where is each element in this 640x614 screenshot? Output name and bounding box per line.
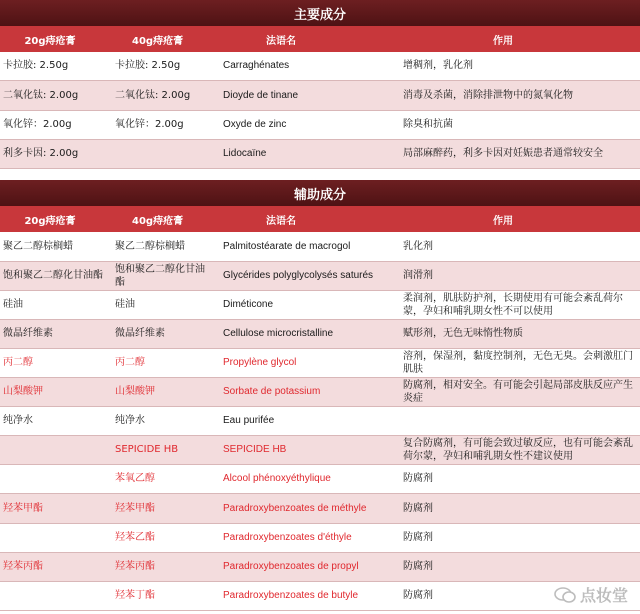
cell-40g: 羟苯丁酯 xyxy=(107,581,215,610)
cell-40g: 饱和聚乙二醇化甘油酯 xyxy=(107,261,215,290)
cell-function: 防腐剂 xyxy=(397,464,640,493)
table-header-main xyxy=(0,26,640,52)
cell-20g: 卡拉胶: 2.50g xyxy=(0,52,107,80)
cell-function: 润滑剂 xyxy=(397,261,640,290)
cell-french-name: Eau purifée xyxy=(215,406,397,435)
table-row xyxy=(0,290,640,319)
header-function: 作用 xyxy=(493,215,513,227)
table-row xyxy=(0,493,640,523)
cell-40g: SEPICIDE HB xyxy=(107,435,215,464)
cell-40g: 聚乙二醇棕榈蜡 xyxy=(107,232,215,261)
cell-40g: 微晶纤维素 xyxy=(107,319,215,348)
cell-40g: 丙二醇 xyxy=(107,348,215,377)
cell-french-name: Propylène glycol xyxy=(215,348,397,377)
header-function: 作用 xyxy=(493,35,513,47)
main-ingredients-section xyxy=(0,0,640,169)
cell-20g: 二氧化钛: 2.00g xyxy=(0,80,107,110)
main-ingredients-table xyxy=(0,52,640,169)
header-20g: 20g痔疮膏 xyxy=(24,215,76,227)
table-row xyxy=(0,139,640,168)
table-row xyxy=(0,261,640,290)
cell-40g: 氧化锌：2.00g xyxy=(107,110,215,139)
cell-40g xyxy=(107,139,215,168)
header-french-name: 法语名 xyxy=(266,35,296,47)
cell-40g: 硅油 xyxy=(107,290,215,319)
table-row xyxy=(0,319,640,348)
table-row xyxy=(0,464,640,493)
cell-function: 防腐剂 xyxy=(397,523,640,552)
cell-function: 局部麻醉药，利多卡因对妊娠患者通常较安全 xyxy=(397,139,640,168)
table-row xyxy=(0,523,640,552)
cell-20g xyxy=(0,523,107,552)
cell-function: 柔润剂，肌肤防护剂，长期使用有可能会紊乱荷尔蒙，孕妇和哺乳期女性不可以使用 xyxy=(397,290,640,319)
cell-20g: 羟苯甲酯 xyxy=(0,493,107,523)
watermark-text: 点妆堂 xyxy=(579,586,628,605)
cell-french-name: Carraghénates xyxy=(215,52,397,80)
cell-20g: 丙二醇 xyxy=(0,348,107,377)
cell-french-name: Alcool phénoxyéthylique xyxy=(215,464,397,493)
cell-20g: 山梨酸钾 xyxy=(0,377,107,406)
cell-20g xyxy=(0,435,107,464)
table-row xyxy=(0,377,640,406)
cell-function: 溶剂，保湿剂，黏度控制剂，无色无臭。会刺激肛门肌肤 xyxy=(397,348,640,377)
cell-french-name: Cellulose microcristalline xyxy=(215,319,397,348)
chat-bubble-icon xyxy=(554,587,576,603)
cell-20g: 微晶纤维素 xyxy=(0,319,107,348)
section-title-aux: 辅助成分 xyxy=(0,180,640,206)
aux-ingredients-table xyxy=(0,232,640,611)
cell-20g: 聚乙二醇棕榈蜡 xyxy=(0,232,107,261)
cell-function: 复合防腐剂，有可能会致过敏反应，也有可能会紊乱荷尔蒙，孕妇和哺乳期女性不建议使用 xyxy=(397,435,640,464)
cell-40g: 纯净水 xyxy=(107,406,215,435)
cell-french-name: Oxyde de zinc xyxy=(215,110,397,139)
cell-function xyxy=(397,406,640,435)
header-40g: 40g痔疮膏 xyxy=(132,215,184,227)
cell-40g: 山梨酸钾 xyxy=(107,377,215,406)
header-french-name: 法语名 xyxy=(266,215,296,227)
aux-ingredients-section xyxy=(0,180,640,611)
cell-20g: 饱和聚乙二醇化甘油酯 xyxy=(0,261,107,290)
cell-40g: 羟苯丙酯 xyxy=(107,552,215,581)
cell-function: 增稠剂，乳化剂 xyxy=(397,52,640,80)
cell-function: 除臭和抗菌 xyxy=(397,110,640,139)
cell-french-name: Glycérides polyglycolysés saturés xyxy=(215,261,397,290)
cell-40g: 卡拉胶: 2.50g xyxy=(107,52,215,80)
cell-french-name: Paradroxybenzoates de butyle xyxy=(215,581,397,610)
cell-40g: 二氧化钛: 2.00g xyxy=(107,80,215,110)
table-row xyxy=(0,110,640,139)
cell-function: 防腐剂 xyxy=(397,552,640,581)
cell-french-name: SEPICIDE HB xyxy=(215,435,397,464)
cell-function: 消毒及杀菌，消除排泄物中的氮氧化物 xyxy=(397,80,640,110)
cell-function: 防腐剂，相对安全。有可能会引起局部皮肤反应产生炎症 xyxy=(397,377,640,406)
header-40g: 40g痔疮膏 xyxy=(132,35,184,47)
table-row xyxy=(0,581,640,610)
cell-40g: 苯氧乙醇 xyxy=(107,464,215,493)
cell-20g xyxy=(0,464,107,493)
cell-french-name: Dioyde de tinane xyxy=(215,80,397,110)
cell-40g: 羟苯甲酯 xyxy=(107,493,215,523)
cell-function: 防腐剂 xyxy=(397,493,640,523)
cell-20g: 利多卡因: 2.00g xyxy=(0,139,107,168)
cell-french-name: Paradroxybenzoates d'éthyle xyxy=(215,523,397,552)
cell-french-name: Paradroxybenzoates de méthyle xyxy=(215,493,397,523)
table-row xyxy=(0,52,640,80)
cell-40g: 羟苯乙酯 xyxy=(107,523,215,552)
cell-20g: 氧化锌：2.00g xyxy=(0,110,107,139)
cell-20g: 硅油 xyxy=(0,290,107,319)
table-row xyxy=(0,435,640,464)
header-20g: 20g痔疮膏 xyxy=(24,35,76,47)
table-header-aux xyxy=(0,206,640,232)
cell-20g: 羟苯丙酯 xyxy=(0,552,107,581)
cell-french-name: Paradroxybenzoates de propyl xyxy=(215,552,397,581)
table-row xyxy=(0,406,640,435)
table-row xyxy=(0,348,640,377)
table-row xyxy=(0,232,640,261)
cell-french-name: Lidocaïne xyxy=(215,139,397,168)
cell-function: 防腐剂 xyxy=(397,581,640,610)
cell-20g xyxy=(0,581,107,610)
cell-function: 赋形剂，无色无味惰性物质 xyxy=(397,319,640,348)
cell-french-name: Palmitostéarate de macrogol xyxy=(215,232,397,261)
cell-20g: 纯净水 xyxy=(0,406,107,435)
cell-french-name: Sorbate de potassium xyxy=(215,377,397,406)
cell-function: 乳化剂 xyxy=(397,232,640,261)
table-row xyxy=(0,552,640,581)
watermark xyxy=(554,583,628,606)
section-title-main: 主要成分 xyxy=(0,0,640,26)
cell-french-name: Diméticone xyxy=(215,290,397,319)
table-row xyxy=(0,80,640,110)
